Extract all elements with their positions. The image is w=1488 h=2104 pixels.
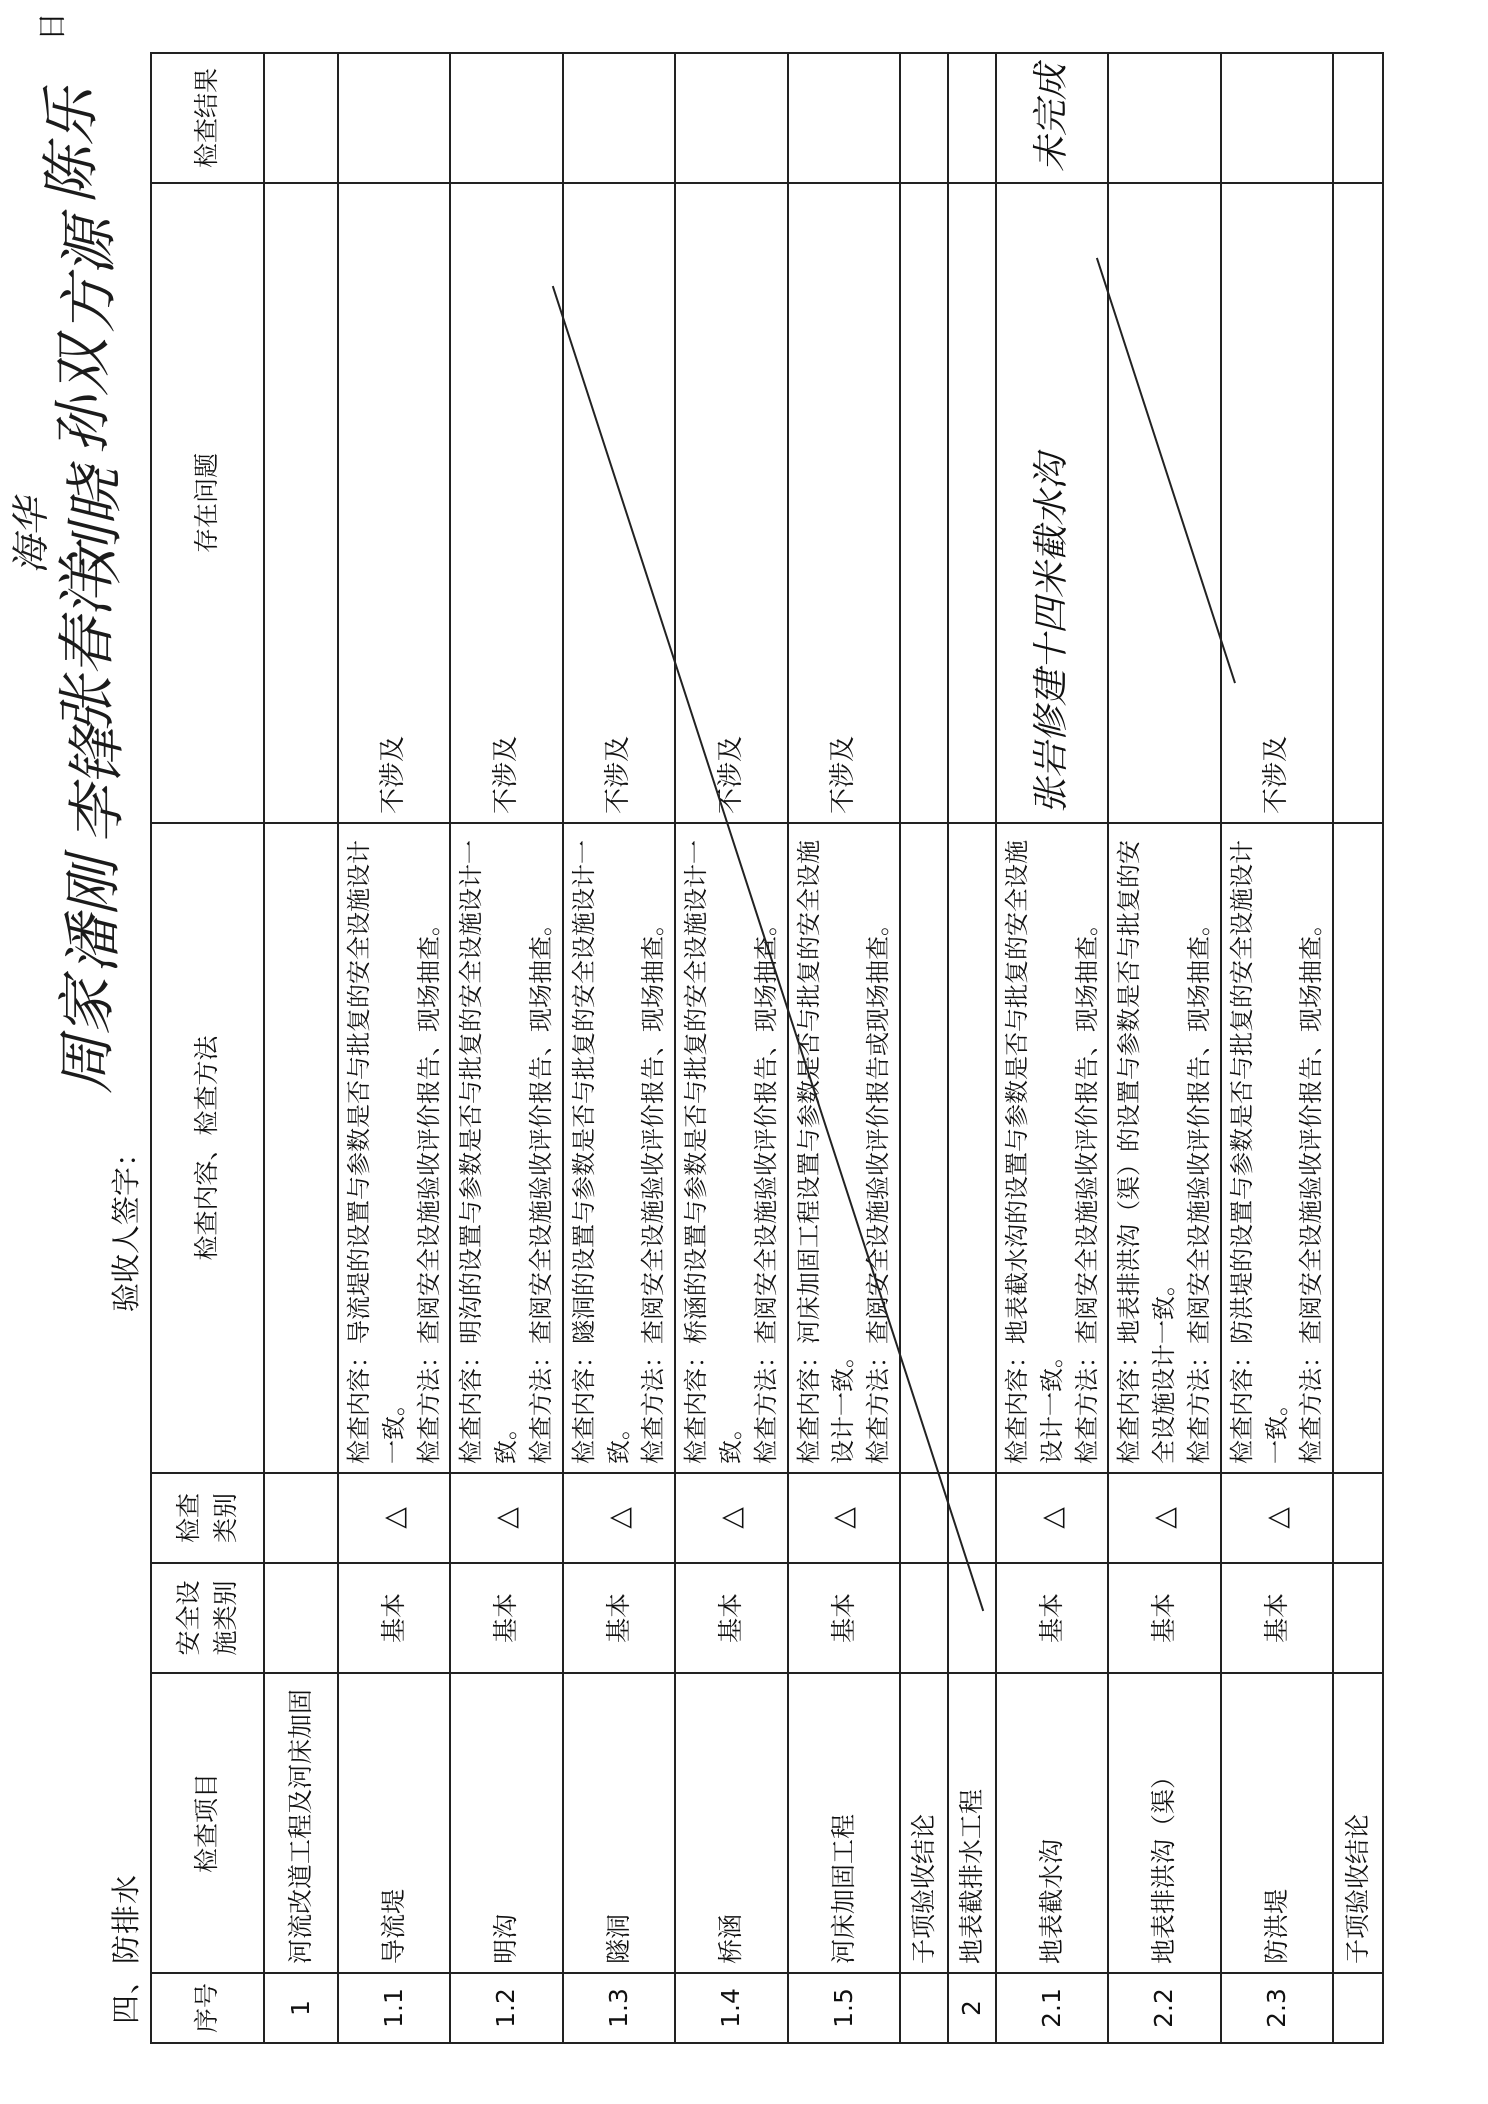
signature-4: 张春洋 — [53, 559, 121, 734]
cell-issue: 张岩修建十四米截水沟 — [996, 183, 1108, 823]
cell-item: 明沟 — [450, 1673, 562, 1973]
cell-category: 基本 — [996, 1563, 1108, 1673]
table-row — [1333, 53, 1383, 2043]
cell-type: △ — [675, 1473, 787, 1563]
cell-result — [264, 53, 338, 183]
signature-3: 李锋 — [63, 727, 131, 844]
cell-item: 河流改道工程及河床加固 — [264, 1673, 338, 1973]
cell-method — [264, 823, 338, 1473]
signature-1: 周家 — [53, 977, 121, 1094]
cell-type: △ — [563, 1473, 675, 1563]
cell-num: 1.5 — [788, 1973, 900, 2043]
cell-issue — [264, 183, 338, 823]
cell-issue — [1108, 183, 1220, 823]
header-method: 检查内容、检查方法 — [151, 823, 264, 1473]
cell-item: 河床加固工程 — [788, 1673, 900, 1973]
cell-category: 基本 — [450, 1563, 562, 1673]
date-mark: 日 — [35, 12, 69, 42]
cell-type — [264, 1473, 338, 1563]
cell-result — [900, 53, 948, 183]
cell-num: 1.3 — [563, 1973, 675, 2043]
header-item: 检查项目 — [151, 1673, 264, 1973]
cell-item: 子项验收结论 — [1333, 1673, 1383, 1973]
table-row — [1108, 53, 1220, 2043]
cell-result — [675, 53, 787, 183]
header-category: 安全设施类别 — [151, 1563, 264, 1673]
cell-result — [1108, 53, 1220, 183]
cell-category: 基本 — [1221, 1563, 1333, 1673]
method-content: 检查内容：河床加固工程设置与参数是否与批复的安全设施设计一致。 — [794, 840, 858, 1464]
method-procedure: 检查方法：查阅安全设施验收评价报告或现场抽查。 — [864, 912, 893, 1464]
cell-method — [338, 823, 450, 1473]
cell-type: △ — [1108, 1473, 1220, 1563]
method-content: 检查内容：明沟的设置与参数是否与批复的安全设施设计一致。 — [457, 840, 521, 1464]
inspection-table — [150, 52, 1384, 2044]
header-row — [151, 53, 264, 2043]
table-row — [675, 53, 787, 2043]
cell-method — [1221, 823, 1333, 1473]
cell-category: 基本 — [563, 1563, 675, 1673]
cell-num: 1.1 — [338, 1973, 450, 2043]
cell-type: △ — [788, 1473, 900, 1563]
method-content: 检查内容：隧洞的设置与参数是否与批复的安全设施设计一致。 — [569, 840, 633, 1464]
table-row — [900, 53, 948, 2043]
cell-method — [788, 823, 900, 1473]
cell-result — [1333, 53, 1383, 183]
cell-type: △ — [450, 1473, 562, 1563]
cell-method — [675, 823, 787, 1473]
cell-issue: 不涉及 — [338, 183, 450, 823]
cell-category: 基本 — [1108, 1563, 1220, 1673]
cell-result: 未完成 — [996, 53, 1108, 183]
cell-result — [1221, 53, 1333, 183]
header-issue: 存在问题 — [151, 183, 264, 823]
cell-type — [900, 1473, 948, 1563]
cell-result — [948, 53, 996, 183]
cell-type: △ — [338, 1473, 450, 1563]
header-result: 检查结果 — [151, 53, 264, 183]
cell-item: 导流堤 — [338, 1673, 450, 1973]
cell-result — [450, 53, 562, 183]
cell-issue — [900, 183, 948, 823]
table-row — [338, 53, 450, 2043]
cell-result — [563, 53, 675, 183]
cell-category: 基本 — [675, 1563, 787, 1673]
cell-item: 桥涵 — [675, 1673, 787, 1973]
cell-method — [996, 823, 1108, 1473]
cell-num: 2.1 — [996, 1973, 1108, 2043]
cell-method — [948, 823, 996, 1473]
method-content: 检查内容：地表排洪沟（渠）的设置与参数是否与批复的安全设施设计一致。 — [1115, 840, 1179, 1464]
cell-num: 1 — [264, 1973, 338, 2043]
cell-result — [338, 53, 450, 183]
method-procedure: 检查方法：查阅安全设施验收评价报告、现场抽查。 — [1072, 912, 1101, 1464]
method-procedure: 检查方法：查阅安全设施验收评价报告、现场抽查。 — [414, 912, 443, 1464]
cell-item: 地表截水沟 — [996, 1673, 1108, 1973]
cell-category: 基本 — [788, 1563, 900, 1673]
signer-label: 验收人签字： — [109, 1137, 143, 1312]
method-content: 检查内容：桥涵的设置与参数是否与批复的安全设施设计一致。 — [682, 840, 745, 1464]
cell-type: △ — [996, 1473, 1108, 1563]
table-row — [450, 53, 562, 2043]
method-procedure: 检查方法：查阅安全设施验收评价报告、现场抽查。 — [1184, 912, 1213, 1464]
cell-num: 2 — [948, 1973, 996, 2043]
cell-method — [563, 823, 675, 1473]
cell-method — [450, 823, 562, 1473]
cell-issue: 不涉及 — [675, 183, 787, 823]
table-row — [1221, 53, 1333, 2043]
strike-slash — [1096, 258, 1236, 683]
cell-num: 1.4 — [675, 1973, 787, 2043]
method-procedure: 检查方法：查阅安全设施验收评价报告、现场抽查。 — [751, 912, 780, 1464]
method-procedure: 检查方法：查阅安全设施验收评价报告、现场抽查。 — [639, 912, 668, 1464]
section-title: 四、防排水 — [109, 1873, 143, 2024]
cell-num: 2.3 — [1221, 1973, 1333, 2043]
cell-result — [788, 53, 900, 183]
header-check-type: 检查类别 — [151, 1473, 264, 1563]
cell-category — [900, 1563, 948, 1673]
table-row — [264, 53, 338, 2043]
signature-6: 孙双 — [49, 337, 117, 454]
signature-2: 潘刚 — [59, 857, 127, 974]
method-procedure: 检查方法：查阅安全设施验收评价报告、现场抽查。 — [526, 912, 555, 1464]
cell-item: 子项验收结论 — [900, 1673, 948, 1973]
table-row — [788, 53, 900, 2043]
cell-method — [1333, 823, 1383, 1473]
cell-item: 隧洞 — [563, 1673, 675, 1973]
method-content: 检查内容：防洪堤的设置与参数是否与批复的安全设施设计一致。 — [1227, 840, 1291, 1464]
cell-category — [264, 1563, 338, 1673]
method-content: 检查内容：导流堤的设置与参数是否与批复的安全设施设计一致。 — [345, 840, 408, 1464]
header-num: 序号 — [151, 1973, 264, 2043]
signature-8: 陈乐 — [37, 87, 105, 204]
cell-issue: 不涉及 — [1221, 183, 1333, 823]
cell-item: 防洪堤 — [1221, 1673, 1333, 1973]
method-content: 检查内容：地表截水沟的设置与参数是否与批复的安全设施设计一致。 — [1002, 840, 1066, 1464]
signature-9: 海华 — [9, 497, 53, 574]
cell-num — [1333, 1973, 1383, 2043]
cell-num — [900, 1973, 948, 2043]
table-row — [948, 53, 996, 2043]
table-row — [563, 53, 675, 2043]
cell-issue: 不涉及 — [450, 183, 562, 823]
cell-issue — [948, 183, 996, 823]
cell-type — [948, 1473, 996, 1563]
method-procedure: 检查方法：查阅安全设施验收评价报告、现场抽查。 — [1297, 912, 1326, 1464]
cell-type — [1333, 1473, 1383, 1563]
cell-num: 2.2 — [1108, 1973, 1220, 2043]
signature-5: 刘晓 — [61, 467, 129, 584]
cell-issue — [1333, 183, 1383, 823]
cell-num: 1.2 — [450, 1973, 562, 2043]
cell-item: 地表排洪沟（渠） — [1108, 1673, 1220, 1973]
cell-item: 地表截排水工程 — [948, 1673, 996, 1973]
cell-category: 基本 — [338, 1563, 450, 1673]
signature-7: 方源 — [55, 217, 123, 334]
cell-issue: 不涉及 — [788, 183, 900, 823]
cell-method — [1108, 823, 1220, 1473]
table-row — [996, 53, 1108, 2043]
cell-type: △ — [1221, 1473, 1333, 1563]
cell-category — [1333, 1563, 1383, 1673]
cell-issue: 不涉及 — [563, 183, 675, 823]
